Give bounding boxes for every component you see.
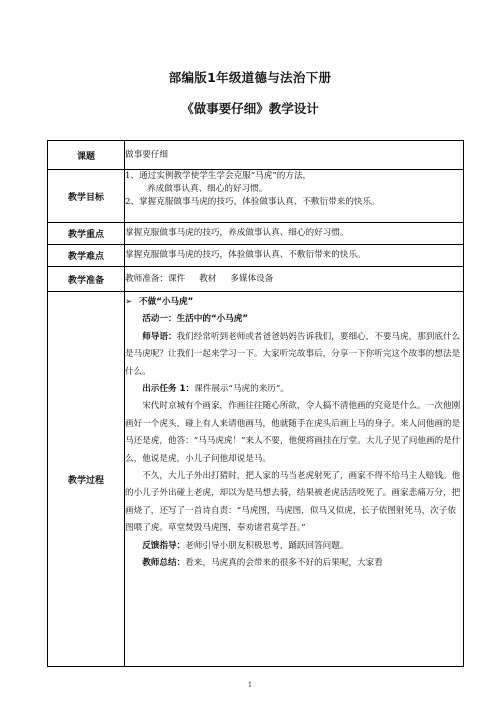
task-paragraph <box>125 381 463 398</box>
guide-label: 师导语： <box>142 331 177 342</box>
goal-1: 1、通过实例教学使学生学会克服“马虎”的方法， <box>125 171 312 181</box>
activity-heading: 活动一：生活中的“小马虎” <box>142 314 249 325</box>
process-label: 教学过程 <box>48 292 125 667</box>
section-heading: 不做“小马虎” <box>139 297 194 307</box>
row-prep <box>48 267 464 292</box>
document-title: 部编版1年级道德与法治下册 <box>168 70 332 85</box>
row-goals <box>48 170 464 223</box>
arrow-bullet-icon: ➢ <box>125 297 133 307</box>
topic-label: 课题 <box>48 141 125 170</box>
story-paragraph-1: 宋代时京城有个画家，作画往往随心所欲，令人搞不清他画的究竟是什么。一次他刚画好一个虎头，碰上有人来请他画马，他就随手在虎头后画上马的身子。来人问他画的是马还是虎，他答：“马马虎虎！”来人不要，他便将画挂在厅堂。大儿子见了问他画的是什么，他说是虎，小儿子问他却说是马。 <box>125 401 461 464</box>
row-focus <box>48 223 464 245</box>
process-value <box>125 292 464 667</box>
prep-item-1: 教师准备：课件 <box>125 273 186 284</box>
feedback-text: 老师引导小朋友积极思考，踊跃回答问题。 <box>185 540 349 551</box>
lesson-plan-table <box>47 140 464 667</box>
prep-item-3: 多媒体设备 <box>230 273 274 284</box>
summary-label: 教师总结： <box>142 558 186 569</box>
document-subtitle: 《做事要仔细》教学设计 <box>181 101 319 116</box>
feedback-label: 反馈指导： <box>142 540 186 551</box>
goals-value <box>125 170 464 223</box>
topic-value: 做事要仔细 <box>125 141 464 170</box>
difficulty-label: 教学难点 <box>48 245 125 267</box>
prep-value <box>125 267 464 292</box>
goal-2: 2、掌握克服做事马虎的技巧，体验做事认真、不敷衍带来的快乐。 <box>125 197 380 207</box>
row-topic <box>48 141 464 170</box>
guide-text: 我们经常听到老师或者爸爸妈妈告诉我们，要细心，不要马虎，那到底什么是马虎呢？让我们一起来学习一下。大家听完故事后，分享一下你听完这个故事的想法是什么。 <box>125 331 461 377</box>
summary-text: 看来，马虎真的会带来的很多不好的后果呢，大家看 <box>185 558 383 569</box>
task-text: 课件展示“马虎的来历”。 <box>194 384 289 395</box>
goals-label: 教学目标 <box>48 170 125 223</box>
focus-value: 掌握克服做事马虎的技巧，养成做事认真、细心的好习惯。 <box>125 223 464 245</box>
row-process <box>48 292 464 667</box>
task-label: 出示任务 1： <box>142 384 195 395</box>
goal-1-cont: 养成做事认真、细心的好习惯。 <box>147 184 268 194</box>
summary-paragraph <box>125 555 463 572</box>
page-number: 1 <box>247 681 253 689</box>
difficulty-value: 掌握克服做事马虎的技巧，体验做事认真、不敷衍带来的快乐。 <box>125 245 464 267</box>
focus-label: 教学重点 <box>48 223 125 245</box>
story-paragraph-2: 不久，大儿子外出打猎时，把人家的马当老虎射死了，画家不得不给马主人赔钱。他的小儿子外出碰上老虎，却以为是马想去骑，结果被老虎活活咬死了。画家悲痛万分，把画烧了，还写了一首诗自责：“马虎图，马虎图，似马又似虎，长子依图射死马，次子依图喂了虎。草堂焚毁马虎图，奉劝诸君莫学吾。” <box>125 471 461 534</box>
guide-paragraph <box>125 329 463 381</box>
row-difficulty <box>48 245 464 267</box>
prep-item-2: 教材 <box>199 273 217 284</box>
feedback-paragraph <box>125 538 463 555</box>
prep-label: 教学准备 <box>48 267 125 292</box>
